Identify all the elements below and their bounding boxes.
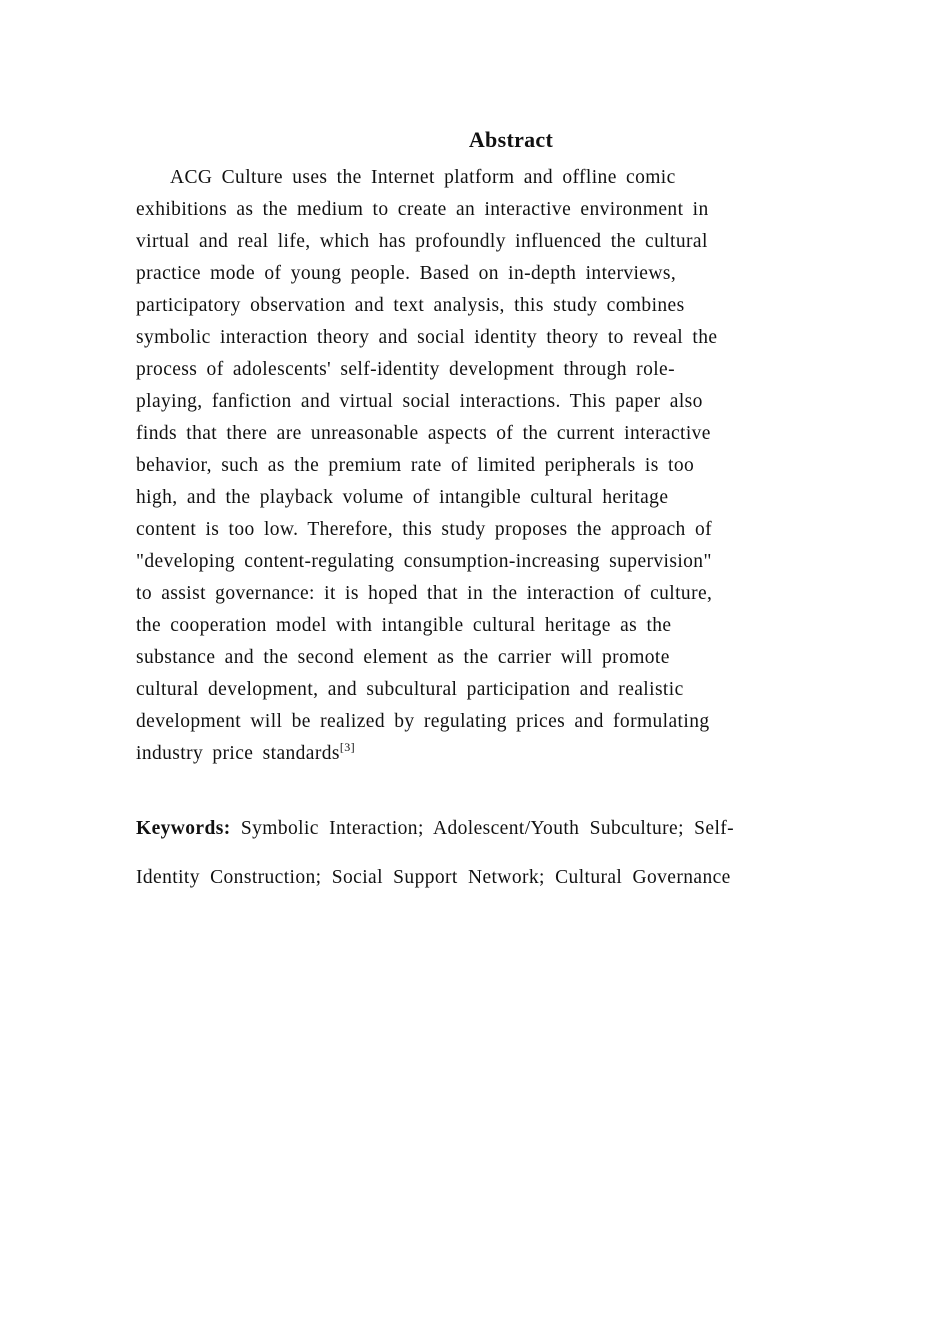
keywords-section xyxy=(136,804,848,902)
keywords-line xyxy=(136,804,848,853)
abstract-title: Abstract xyxy=(468,127,554,152)
abstract-line: high, and the playback volume of intangible cultural heritage xyxy=(136,487,669,508)
keywords-line: Identity Construction; Social Support Network; Cultural Governance xyxy=(136,867,731,888)
abstract-last-line xyxy=(136,738,848,770)
abstract-line: to assist governance: it is hoped that in the interaction of culture, xyxy=(136,583,713,604)
abstract-line: participatory observation and text analysis, this study combines xyxy=(136,295,685,316)
abstract-line: substance and the second element as the carrier will promote xyxy=(136,647,670,668)
abstract-line: ACG Culture uses the Internet platform and offline comic xyxy=(170,167,676,188)
abstract-line: virtual and real life, which has profoundly influenced the cultural xyxy=(136,231,708,252)
keywords-label: Keywords: xyxy=(136,818,231,839)
abstract-line: finds that there are unreasonable aspects of the current interactive xyxy=(136,423,711,444)
abstract-line: the cooperation model with intangible cultural heritage as the xyxy=(136,615,672,636)
abstract-line: cultural development, and subcultural participation and realistic xyxy=(136,679,684,700)
abstract-line: "developing content-regulating consumption-increasing supervision" xyxy=(136,551,712,572)
abstract-line: exhibitions as the medium to create an interactive environment in xyxy=(136,199,709,220)
abstract-line: behavior, such as the premium rate of limited peripherals is too xyxy=(136,455,695,476)
abstract-last-line-text: industry price standards xyxy=(136,743,340,764)
abstract-line: content is too low. Therefore, this study proposes the approach of xyxy=(136,519,712,540)
abstract-line: practice mode of young people. Based on in-depth interviews, xyxy=(136,263,677,284)
abstract-line: process of adolescents' self-identity development through role- xyxy=(136,359,675,380)
abstract-line: playing, fanfiction and virtual social interactions. This paper also xyxy=(136,391,703,412)
citation-reference[interactable]: [3] xyxy=(339,740,356,754)
abstract-line: symbolic interaction theory and social identity theory to reveal the xyxy=(136,327,718,348)
document-page xyxy=(136,124,848,902)
abstract-line: development will be realized by regulating prices and formulating xyxy=(136,711,710,732)
keywords-text: Symbolic Interaction; Adolescent/Youth Subculture; Self- xyxy=(240,818,735,839)
abstract-body xyxy=(136,162,848,770)
